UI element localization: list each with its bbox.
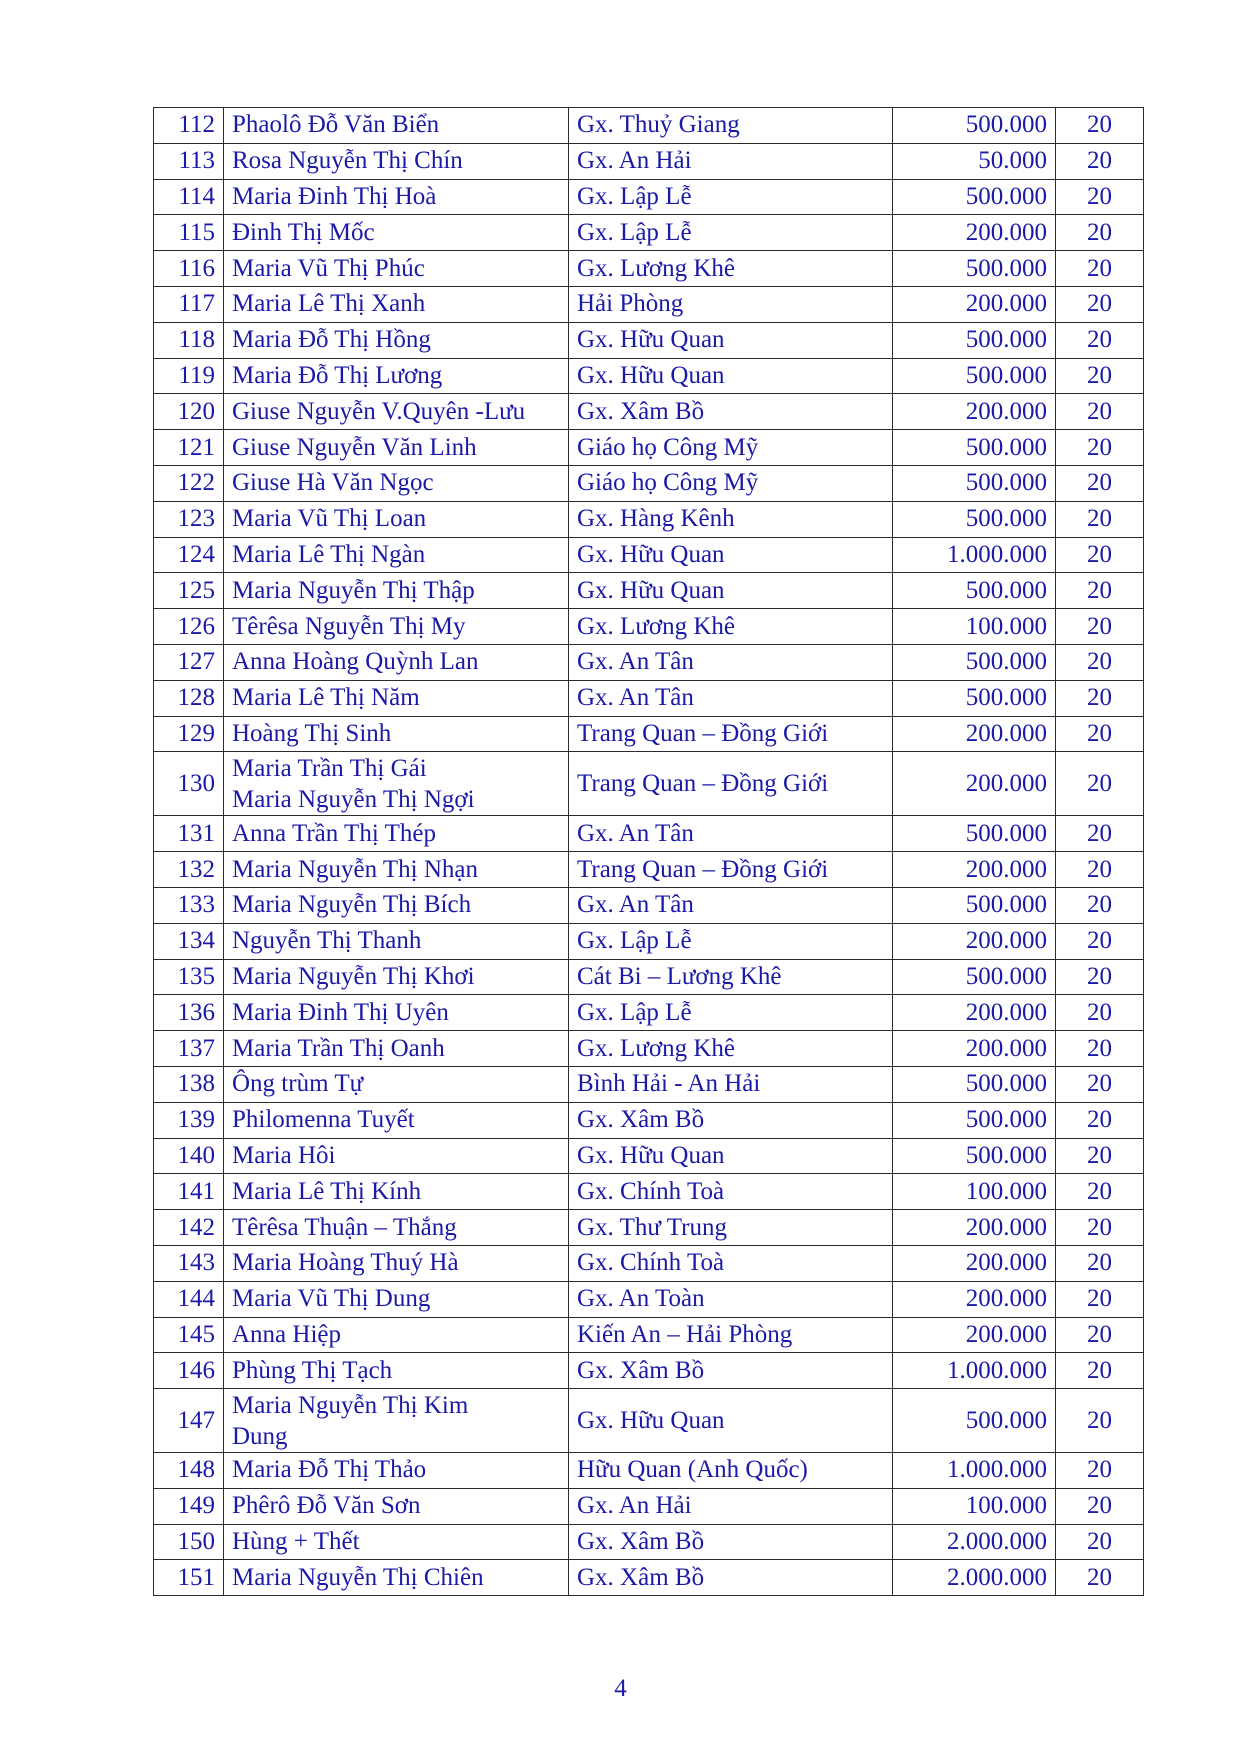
- donation-amount: 500.000: [893, 108, 1056, 144]
- row-number: 119: [154, 358, 224, 394]
- table-row: [154, 752, 1144, 816]
- count: 20: [1056, 573, 1144, 609]
- donor-name: Maria Đinh Thị Hoà: [224, 179, 569, 215]
- row-number: 131: [154, 816, 224, 852]
- parish: Gx. Xâm Bồ: [569, 1353, 893, 1389]
- donor-name: Phêrô Đỗ Văn Sơn: [224, 1488, 569, 1524]
- parish: Giáo họ Công Mỹ: [569, 465, 893, 501]
- donation-amount: 500.000: [893, 573, 1056, 609]
- donation-amount: 200.000: [893, 852, 1056, 888]
- donor-name-line: Maria Nguyễn Thị Kim: [232, 1391, 469, 1419]
- parish: Gx. Hữu Quan: [569, 1138, 893, 1174]
- table-row: [154, 1317, 1144, 1353]
- donation-amount: 2.000.000: [893, 1560, 1056, 1596]
- row-number: 149: [154, 1488, 224, 1524]
- table-row: [154, 143, 1144, 179]
- row-number: 134: [154, 923, 224, 959]
- table-row: [154, 609, 1144, 645]
- donation-amount: 200.000: [893, 1031, 1056, 1067]
- table-row: [154, 108, 1144, 144]
- donor-name-line: Maria Nguyễn Thị Ngợi: [232, 785, 475, 813]
- count: 20: [1056, 1317, 1144, 1353]
- donor-name: Maria Lê Thị Năm: [224, 680, 569, 716]
- row-number: 114: [154, 179, 224, 215]
- parish: Gx. An Tân: [569, 816, 893, 852]
- count: 20: [1056, 1102, 1144, 1138]
- row-number: 143: [154, 1245, 224, 1281]
- row-number: 141: [154, 1174, 224, 1210]
- parish: Gx. An Toàn: [569, 1281, 893, 1317]
- donation-amount: 500.000: [893, 501, 1056, 537]
- row-number: 144: [154, 1281, 224, 1317]
- row-number: 123: [154, 501, 224, 537]
- donor-name: Maria Trần Thị Oanh: [224, 1031, 569, 1067]
- table-row: [154, 322, 1144, 358]
- count: 20: [1056, 716, 1144, 752]
- donor-name: Têrêsa Nguyễn Thị My: [224, 609, 569, 645]
- table-row: [154, 1031, 1144, 1067]
- parish: Gx. Hữu Quan: [569, 573, 893, 609]
- parish: Giáo họ Công Mỹ: [569, 430, 893, 466]
- parish: Gx. Xâm Bồ: [569, 1524, 893, 1560]
- donation-amount: 500.000: [893, 1066, 1056, 1102]
- donor-name: Maria Vũ Thị Dung: [224, 1281, 569, 1317]
- donor-name: Maria Lê Thị Kính: [224, 1174, 569, 1210]
- donation-amount: 500.000: [893, 680, 1056, 716]
- parish: Gx. Lập Lễ: [569, 923, 893, 959]
- donor-name: Maria Nguyễn Thị Bích: [224, 887, 569, 923]
- donor-name: [224, 752, 569, 816]
- row-number: 122: [154, 465, 224, 501]
- row-number: 126: [154, 609, 224, 645]
- count: 20: [1056, 1560, 1144, 1596]
- parish: Gx. Chính Toà: [569, 1245, 893, 1281]
- row-number: 129: [154, 716, 224, 752]
- parish: Trang Quan – Đồng Giới: [569, 852, 893, 888]
- row-number: 113: [154, 143, 224, 179]
- row-number: 132: [154, 852, 224, 888]
- parish: Gx. Lương Khê: [569, 609, 893, 645]
- parish: Gx. Chính Toà: [569, 1174, 893, 1210]
- count: 20: [1056, 923, 1144, 959]
- count: 20: [1056, 609, 1144, 645]
- donor-name: Nguyễn Thị Thanh: [224, 923, 569, 959]
- table-row: [154, 215, 1144, 251]
- table-row: [154, 179, 1144, 215]
- row-number: 151: [154, 1560, 224, 1596]
- parish: Gx. Hữu Quan: [569, 1389, 893, 1453]
- donor-name: Hùng + Thết: [224, 1524, 569, 1560]
- donor-name: Phaolô Đỗ Văn Biển: [224, 108, 569, 144]
- count: 20: [1056, 108, 1144, 144]
- row-number: 145: [154, 1317, 224, 1353]
- count: 20: [1056, 358, 1144, 394]
- donation-amount: 100.000: [893, 1488, 1056, 1524]
- parish: Gx. Xâm Bồ: [569, 1560, 893, 1596]
- donation-amount: 500.000: [893, 887, 1056, 923]
- row-number: 148: [154, 1453, 224, 1489]
- donation-table-body: [154, 108, 1144, 1596]
- table-row: [154, 680, 1144, 716]
- table-row: [154, 1524, 1144, 1560]
- donation-amount: 500.000: [893, 358, 1056, 394]
- count: 20: [1056, 1210, 1144, 1246]
- donation-amount: 500.000: [893, 1102, 1056, 1138]
- parish: Gx. Thuỷ Giang: [569, 108, 893, 144]
- table-row: [154, 1353, 1144, 1389]
- count: 20: [1056, 887, 1144, 923]
- row-number: 121: [154, 430, 224, 466]
- table-row: [154, 1389, 1144, 1453]
- table-row: [154, 716, 1144, 752]
- parish: Kiến An – Hải Phòng: [569, 1317, 893, 1353]
- donor-name: Anna Trần Thị Thép: [224, 816, 569, 852]
- row-number: 147: [154, 1389, 224, 1453]
- row-number: 142: [154, 1210, 224, 1246]
- count: 20: [1056, 394, 1144, 430]
- table-row: [154, 1245, 1144, 1281]
- count: 20: [1056, 959, 1144, 995]
- donation-amount: 100.000: [893, 609, 1056, 645]
- parish: Gx. Xâm Bồ: [569, 394, 893, 430]
- donor-name: Maria Đinh Thị Uyên: [224, 995, 569, 1031]
- table-row: [154, 1102, 1144, 1138]
- table-row: [154, 573, 1144, 609]
- parish: Gx. An Hải: [569, 1488, 893, 1524]
- count: 20: [1056, 1174, 1144, 1210]
- row-number: 117: [154, 286, 224, 322]
- donor-name: Ông trùm Tự: [224, 1066, 569, 1102]
- donor-name: Maria Nguyễn Thị Khơi: [224, 959, 569, 995]
- parish: Trang Quan – Đồng Giới: [569, 716, 893, 752]
- table-row: [154, 959, 1144, 995]
- row-number: 127: [154, 644, 224, 680]
- parish: Gx. Thư Trung: [569, 1210, 893, 1246]
- row-number: 124: [154, 537, 224, 573]
- count: 20: [1056, 1524, 1144, 1560]
- donor-name: Phùng Thị Tạch: [224, 1353, 569, 1389]
- table-row: [154, 1281, 1144, 1317]
- table-row: [154, 816, 1144, 852]
- table-row: [154, 1138, 1144, 1174]
- donation-amount: 200.000: [893, 1317, 1056, 1353]
- row-number: 125: [154, 573, 224, 609]
- count: 20: [1056, 501, 1144, 537]
- donor-name: Maria Hôi: [224, 1138, 569, 1174]
- count: 20: [1056, 537, 1144, 573]
- table-row: [154, 430, 1144, 466]
- count: 20: [1056, 1453, 1144, 1489]
- row-number: 150: [154, 1524, 224, 1560]
- donation-amount: 1.000.000: [893, 537, 1056, 573]
- donor-name: Maria Đỗ Thị Thảo: [224, 1453, 569, 1489]
- donor-name-line: Maria Trần Thị Gái: [232, 754, 427, 782]
- row-number: 138: [154, 1066, 224, 1102]
- donor-name: Giuse Nguyễn Văn Linh: [224, 430, 569, 466]
- count: 20: [1056, 1353, 1144, 1389]
- row-number: 116: [154, 251, 224, 287]
- count: 20: [1056, 1066, 1144, 1102]
- donor-name: Giuse Nguyễn V.Quyên -Lưu: [224, 394, 569, 430]
- page-number: 4: [614, 1675, 627, 1702]
- donor-name: Maria Lê Thị Xanh: [224, 286, 569, 322]
- parish: Cát Bi – Lương Khê: [569, 959, 893, 995]
- count: 20: [1056, 644, 1144, 680]
- donor-name: Maria Nguyễn Thị Nhạn: [224, 852, 569, 888]
- row-number: 115: [154, 215, 224, 251]
- donation-amount: 500.000: [893, 1138, 1056, 1174]
- parish: Gx. An Tân: [569, 887, 893, 923]
- parish: Gx. Hữu Quan: [569, 358, 893, 394]
- donation-amount: 50.000: [893, 143, 1056, 179]
- table-row: [154, 1066, 1144, 1102]
- row-number: 133: [154, 887, 224, 923]
- row-number: 135: [154, 959, 224, 995]
- donation-amount: 200.000: [893, 716, 1056, 752]
- parish: Hải Phòng: [569, 286, 893, 322]
- count: 20: [1056, 1281, 1144, 1317]
- parish: Gx. Lập Lễ: [569, 995, 893, 1031]
- table-row: [154, 286, 1144, 322]
- count: 20: [1056, 816, 1144, 852]
- donor-name: Maria Nguyễn Thị Thập: [224, 573, 569, 609]
- donor-name: Giuse Hà Văn Ngọc: [224, 465, 569, 501]
- count: 20: [1056, 465, 1144, 501]
- row-number: 128: [154, 680, 224, 716]
- count: 20: [1056, 179, 1144, 215]
- donation-amount: 500.000: [893, 644, 1056, 680]
- parish: Hữu Quan (Anh Quốc): [569, 1453, 893, 1489]
- donation-amount: 500.000: [893, 1389, 1056, 1453]
- count: 20: [1056, 680, 1144, 716]
- donation-amount: 200.000: [893, 752, 1056, 816]
- donor-name: Maria Vũ Thị Loan: [224, 501, 569, 537]
- table-row: [154, 394, 1144, 430]
- count: 20: [1056, 852, 1144, 888]
- donation-amount: 500.000: [893, 465, 1056, 501]
- table-row: [154, 1174, 1144, 1210]
- parish: Gx. Lương Khê: [569, 251, 893, 287]
- row-number: 146: [154, 1353, 224, 1389]
- parish: Trang Quan – Đồng Giới: [569, 752, 893, 816]
- donor-name: Anna Hiệp: [224, 1317, 569, 1353]
- table-row: [154, 251, 1144, 287]
- donor-name: Maria Hoàng Thuý Hà: [224, 1245, 569, 1281]
- count: 20: [1056, 286, 1144, 322]
- count: 20: [1056, 1488, 1144, 1524]
- donor-name: Maria Đỗ Thị Hồng: [224, 322, 569, 358]
- donation-amount: 200.000: [893, 1245, 1056, 1281]
- donor-name: Rosa Nguyễn Thị Chín: [224, 143, 569, 179]
- table-row: [154, 465, 1144, 501]
- donation-amount: 200.000: [893, 1210, 1056, 1246]
- count: 20: [1056, 143, 1144, 179]
- count: 20: [1056, 1245, 1144, 1281]
- row-number: 140: [154, 1138, 224, 1174]
- donor-name: Têrêsa Thuận – Thắng: [224, 1210, 569, 1246]
- donor-name: Maria Lê Thị Ngàn: [224, 537, 569, 573]
- parish: Gx. An Hải: [569, 143, 893, 179]
- donation-amount: 500.000: [893, 959, 1056, 995]
- count: 20: [1056, 215, 1144, 251]
- parish: Gx. Hữu Quan: [569, 322, 893, 358]
- count: 20: [1056, 1138, 1144, 1174]
- table-row: [154, 887, 1144, 923]
- donation-amount: 1.000.000: [893, 1453, 1056, 1489]
- row-number: 118: [154, 322, 224, 358]
- donor-name: Maria Vũ Thị Phúc: [224, 251, 569, 287]
- donation-amount: 500.000: [893, 816, 1056, 852]
- count: 20: [1056, 995, 1144, 1031]
- table-row: [154, 537, 1144, 573]
- parish: Gx. Lương Khê: [569, 1031, 893, 1067]
- row-number: 120: [154, 394, 224, 430]
- donation-amount: 500.000: [893, 179, 1056, 215]
- parish: Gx. Lập Lễ: [569, 215, 893, 251]
- donor-name: Hoàng Thị Sinh: [224, 716, 569, 752]
- donation-amount: 1.000.000: [893, 1353, 1056, 1389]
- donation-amount: 2.000.000: [893, 1524, 1056, 1560]
- donor-name: Anna Hoàng Quỳnh Lan: [224, 644, 569, 680]
- table-row: [154, 1210, 1144, 1246]
- donation-amount: 200.000: [893, 1281, 1056, 1317]
- table-row: [154, 852, 1144, 888]
- donation-amount: 200.000: [893, 394, 1056, 430]
- count: 20: [1056, 430, 1144, 466]
- count: 20: [1056, 1031, 1144, 1067]
- count: 20: [1056, 752, 1144, 816]
- donation-amount: 500.000: [893, 322, 1056, 358]
- donor-name: Maria Nguyễn Thị Chiên: [224, 1560, 569, 1596]
- row-number: 136: [154, 995, 224, 1031]
- count: 20: [1056, 251, 1144, 287]
- parish: Gx. Lập Lễ: [569, 179, 893, 215]
- parish: Gx. Hữu Quan: [569, 537, 893, 573]
- table-row: [154, 644, 1144, 680]
- donation-amount: 200.000: [893, 923, 1056, 959]
- row-number: 139: [154, 1102, 224, 1138]
- row-number: 130: [154, 752, 224, 816]
- donor-name: [224, 1389, 569, 1453]
- donor-name: Maria Đỗ Thị Lương: [224, 358, 569, 394]
- table-row: [154, 1453, 1144, 1489]
- table-row: [154, 1488, 1144, 1524]
- donation-amount: 200.000: [893, 215, 1056, 251]
- donation-amount: 100.000: [893, 1174, 1056, 1210]
- donation-amount: 500.000: [893, 430, 1056, 466]
- table-row: [154, 1560, 1144, 1596]
- table-row: [154, 995, 1144, 1031]
- donation-amount: 200.000: [893, 286, 1056, 322]
- table-row: [154, 923, 1144, 959]
- parish: Gx. Xâm Bồ: [569, 1102, 893, 1138]
- donation-amount: 500.000: [893, 251, 1056, 287]
- table-row: [154, 501, 1144, 537]
- donation-amount: 200.000: [893, 995, 1056, 1031]
- donor-name: Đinh Thị Mốc: [224, 215, 569, 251]
- count: 20: [1056, 322, 1144, 358]
- count: 20: [1056, 1389, 1144, 1453]
- parish: Gx. An Tân: [569, 644, 893, 680]
- donor-name: Philomenna Tuyết: [224, 1102, 569, 1138]
- parish: Gx. Hàng Kênh: [569, 501, 893, 537]
- donation-table: [153, 107, 1144, 1596]
- row-number: 112: [154, 108, 224, 144]
- parish: Gx. An Tân: [569, 680, 893, 716]
- table-row: [154, 358, 1144, 394]
- row-number: 137: [154, 1031, 224, 1067]
- parish: Bình Hải - An Hải: [569, 1066, 893, 1102]
- donor-name-line: Dung: [232, 1422, 288, 1450]
